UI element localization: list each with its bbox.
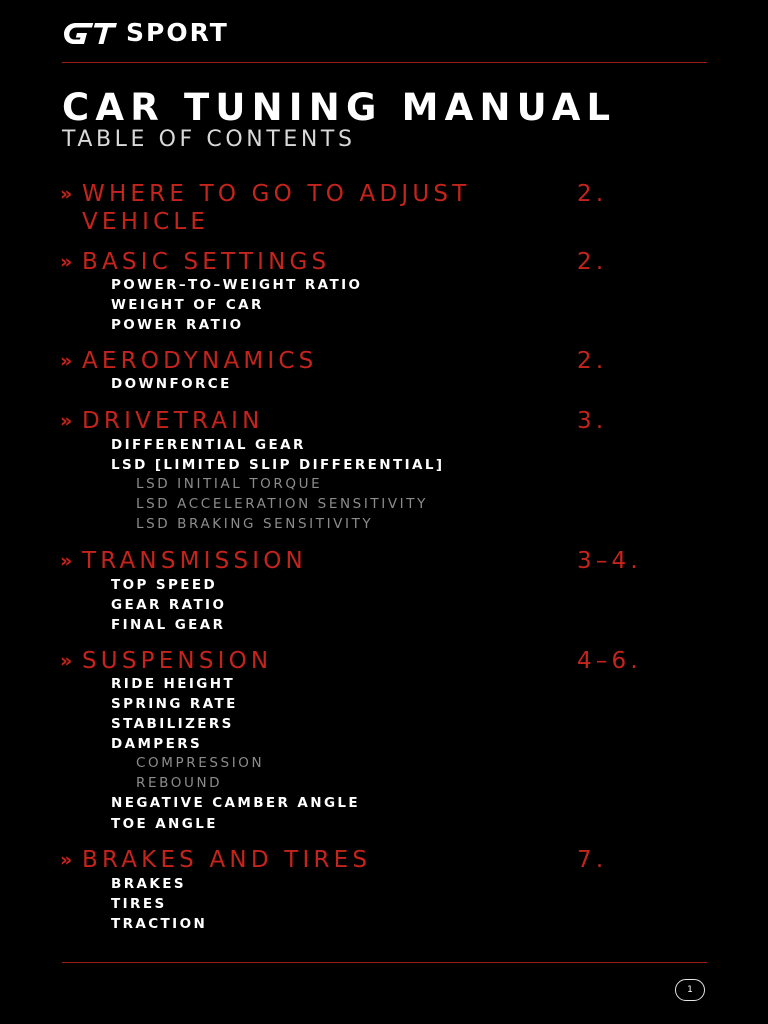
toc-item-top-speed[interactable]: TOP SPEED xyxy=(111,577,218,593)
toc-subitem-rebound[interactable]: REBOUND xyxy=(136,775,223,791)
section-title: TRANSMISSION xyxy=(82,548,307,574)
section-title: BASIC SETTINGS xyxy=(82,249,331,275)
toc-item-spring-rate[interactable]: SPRING RATE xyxy=(111,696,238,712)
toc-item-dampers[interactable]: DAMPERS xyxy=(111,736,203,752)
toc-item-negative-camber-angle[interactable]: NEGATIVE CAMBER ANGLE xyxy=(111,795,361,811)
brand-text: SPORT xyxy=(126,18,229,47)
toc-item-stabilizers[interactable]: STABILIZERS xyxy=(111,716,234,732)
toc-subitem-lsd-acceleration-sensitivity[interactable]: LSD ACCELERATION SENSITIVITY xyxy=(136,496,428,512)
toc-subitem-lsd-braking-sensitivity[interactable]: LSD BRAKING SENSITIVITY xyxy=(136,516,374,532)
chevron-right-icon: » xyxy=(60,350,73,372)
toc-subitem-compression[interactable]: COMPRESSION xyxy=(136,755,265,771)
section-page-number: 7. xyxy=(577,847,608,873)
page-subtitle: TABLE OF CONTENTS xyxy=(62,127,356,152)
toc-subitem-lsd-initial-torque[interactable]: LSD INITIAL TORQUE xyxy=(136,476,323,492)
section-page-number: 2. xyxy=(577,348,608,374)
section-title: AERODYNAMICS xyxy=(82,348,318,374)
toc-item-final-gear[interactable]: FINAL GEAR xyxy=(111,617,226,633)
toc-item-weight-of-car[interactable]: WEIGHT OF CAR xyxy=(111,297,264,313)
toc-item-traction[interactable]: TRACTION xyxy=(111,916,208,932)
toc-item-brakes[interactable]: BRAKES xyxy=(111,876,186,892)
page-title: CAR TUNING MANUAL xyxy=(62,86,617,129)
toc-item-gear-ratio[interactable]: GEAR RATIO xyxy=(111,597,227,613)
toc-item-toe-angle[interactable]: TOE ANGLE xyxy=(111,816,218,832)
section-title: SUSPENSION xyxy=(82,648,273,674)
section-page-number: 4–6. xyxy=(577,648,642,674)
section-title: DRIVETRAIN xyxy=(82,408,264,434)
chevron-right-icon: » xyxy=(60,650,73,672)
page-number-badge: 1 xyxy=(675,979,705,1001)
section-title: WHERE TO GO TO ADJUST VEHICLE xyxy=(82,181,471,235)
section-page-number: 2. xyxy=(577,249,608,275)
toc-item-power-ratio[interactable]: POWER RATIO xyxy=(111,317,244,333)
toc-item-downforce[interactable]: DOWNFORCE xyxy=(111,376,232,392)
toc-item-ride-height[interactable]: RIDE HEIGHT xyxy=(111,676,236,692)
chevron-right-icon: » xyxy=(60,849,73,871)
toc-item-lsd[interactable]: LSD [LIMITED SLIP DIFFERENTIAL] xyxy=(111,457,445,473)
toc-item-differential-gear[interactable]: DIFFERENTIAL GEAR xyxy=(111,437,306,453)
section-page-number: 3. xyxy=(577,408,608,434)
chevron-right-icon: » xyxy=(60,410,73,432)
footer-divider xyxy=(62,962,707,963)
section-page-number: 3–4. xyxy=(577,548,642,574)
chevron-right-icon: » xyxy=(60,183,73,205)
section-page-number: 2. xyxy=(577,181,608,207)
chevron-right-icon: » xyxy=(60,550,73,572)
toc-item-power-to-weight-ratio[interactable]: POWER–TO–WEIGHT RATIO xyxy=(111,277,363,293)
section-title: BRAKES AND TIRES xyxy=(82,847,372,873)
toc-item-tires[interactable]: TIRES xyxy=(111,896,167,912)
chevron-right-icon: » xyxy=(60,251,73,273)
